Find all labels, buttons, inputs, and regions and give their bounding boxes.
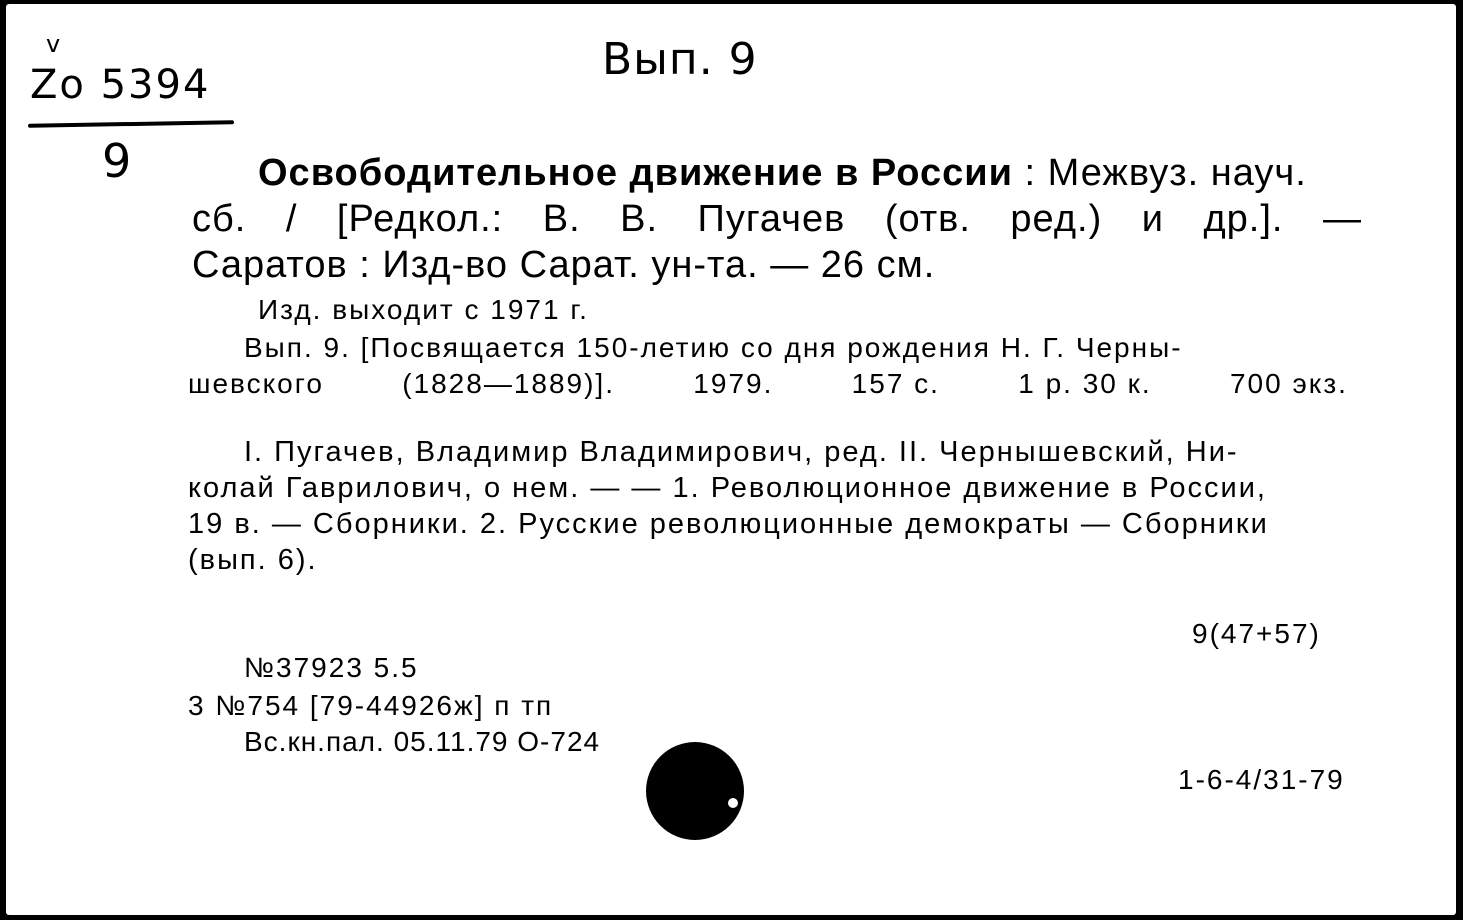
- issue-note-line-1: Вып. 9. [Посвящается 150-летию со дня рождения Н. Г. Черны-: [244, 332, 1183, 363]
- volume-handwritten: Вып. 9: [602, 34, 758, 85]
- card-code: 1-6-4/31-79: [1178, 764, 1345, 795]
- book-chamber-stamp: Вс.кн.пал. 05.11.79 О-724: [244, 726, 601, 757]
- call-number-caron: v: [46, 30, 61, 58]
- tracings-line-1: I. Пугачев, Владимир Владимирович, ред. II. Чернышевский, Ни-: [244, 436, 1239, 468]
- shelf-mark: 9: [102, 134, 133, 188]
- call-number-underline: [28, 120, 234, 128]
- main-entry-line-3: Саратов : Изд-во Сарат. ун-та. — 26 см.: [192, 244, 936, 286]
- published-since-note: Изд. выходит с 1971 г.: [258, 294, 589, 325]
- issue-note-line-2: шевского (1828—1889)]. 1979. 157 с. 1 р. 30 к. 700 экз.: [188, 368, 1348, 399]
- main-entry-title: Освободительное движение в России: [258, 152, 1013, 194]
- tracings-line-2: колай Гаврилович, о нем. — — 1. Революционное движение в России,: [188, 472, 1267, 504]
- main-entry-line-2: сб. / [Редкол.: В. В. Пугачев (отв. ред.) и др.]. —: [192, 198, 1362, 240]
- order-number: 3 №754 [79-44926ж] п тп: [188, 690, 554, 721]
- tracings-line-3: 19 в. — Сборники. 2. Русские революционные демократы — Сборники: [188, 508, 1269, 540]
- accession-number: №37923 5.5: [244, 652, 419, 683]
- classification-index: 9(47+57): [1192, 618, 1321, 649]
- call-number: Zo 5394: [30, 62, 211, 108]
- punch-hole: [646, 742, 744, 840]
- catalog-card: [6, 4, 1456, 915]
- main-entry-subtitle: : Межвуз. науч.: [1012, 152, 1307, 194]
- main-entry: [192, 150, 1362, 288]
- tracings-line-4: (вып. 6).: [188, 544, 318, 576]
- main-entry-line-1: [192, 150, 1362, 196]
